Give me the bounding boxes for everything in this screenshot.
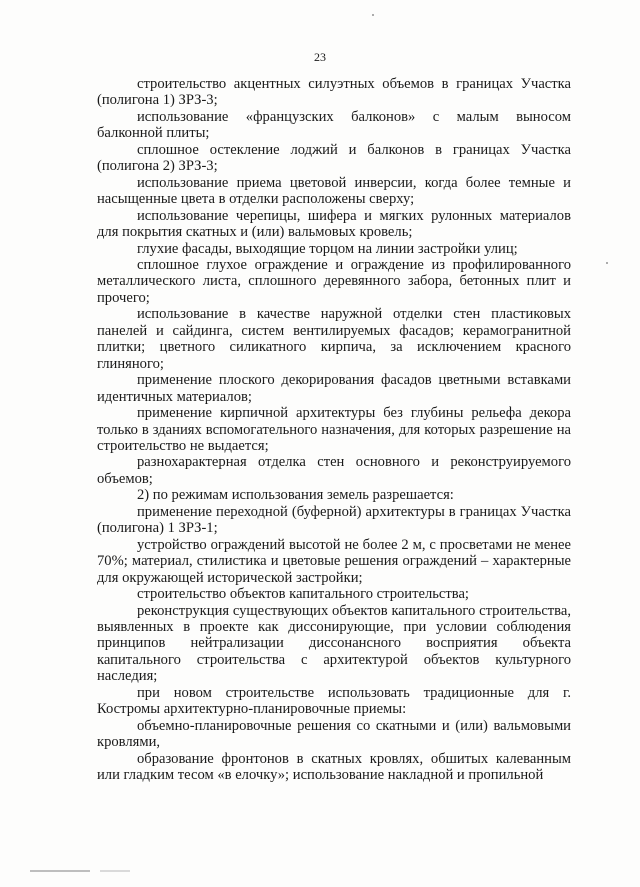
paragraph: использование черепицы, шифера и мягких рулонных материалов для покрытия скатных и (или) вальмовых кровель;: [97, 207, 571, 241]
paragraph: глухие фасады, выходящие торцом на линии застройки улиц;: [137, 240, 518, 257]
paragraph: применение переходной (буферной) архитектуры в границах Участка (полигона) 1 ЗРЗ-1;: [97, 503, 571, 537]
paragraph: строительство объектов капитального строительства;: [137, 586, 469, 603]
scan-speck: [606, 262, 608, 264]
paragraph: сплошное глухое ограждение и ограждение из профилированного металлического листа, сплошного деревянного забора, бетонных плит и прочего;: [97, 256, 571, 306]
paragraph: использование в качестве наружной отделки стен пластиковых панелей и сайдинга, систем вентилируемых фасадов; керамогранитной плитки; цветного силикатного кирпича, за исключением красного глиняного;: [97, 306, 571, 372]
scan-artifact: [30, 870, 90, 872]
section-heading: 2) по режимам использования земель разрешается:: [137, 487, 454, 504]
paragraph: реконструкция существующих объектов капитального строительства, выявленных в проекте как диссонирующие, при условии соблюдения принципов нейтрализации диссонансного восприятия объекта капитального строительства с архитектурой объектов культурного наследия;: [97, 602, 571, 685]
paragraph: объемно-планировочные решения со скатными и (или) вальмовыми кровлями,: [97, 717, 571, 751]
paragraph: применение кирпичной архитектуры без глубины рельефа декора только в зданиях вспомогательного назначения, для которых разрешение на строительство не выдается;: [97, 405, 571, 454]
paragraph: разнохарактерная отделка стен основного и реконструируемого объемов;: [97, 454, 571, 487]
document-body: [97, 76, 571, 783]
scan-speck: [372, 14, 374, 16]
paragraph: строительство акцентных силуэтных объемов в границах Участка (полигона 1) ЗРЗ-3;: [97, 76, 571, 109]
paragraph: сплошное остекление лоджий и балконов в границах Участка (полигона 2) ЗРЗ-3;: [97, 141, 571, 175]
paragraph: использование «французских балконов» с малым выносом балконной плиты;: [97, 108, 571, 142]
paragraph: устройство ограждений высотой не более 2 м, с просветами не менее 70%; материал, стилистика и цветовые решения ограждений – характерные для окружающей исторической застройки;: [97, 536, 571, 586]
paragraph: применение плоского декорирования фасадов цветными вставками идентичных материалов;: [97, 372, 571, 405]
paragraph: использование приема цветовой инверсии, когда более темные и насыщенные цвета в отделки расположены сверху;: [97, 174, 571, 208]
scan-artifact: [100, 870, 130, 872]
page-number: 23: [314, 50, 326, 64]
paragraph: при новом строительстве использовать традиционные для г. Костромы архитектурно-планировочные приемы:: [97, 684, 571, 718]
paragraph: образование фронтонов в скатных кровлях, обшитых калеванным или гладким тесом «в елочку»; использование накладной и пропильной: [97, 750, 571, 784]
